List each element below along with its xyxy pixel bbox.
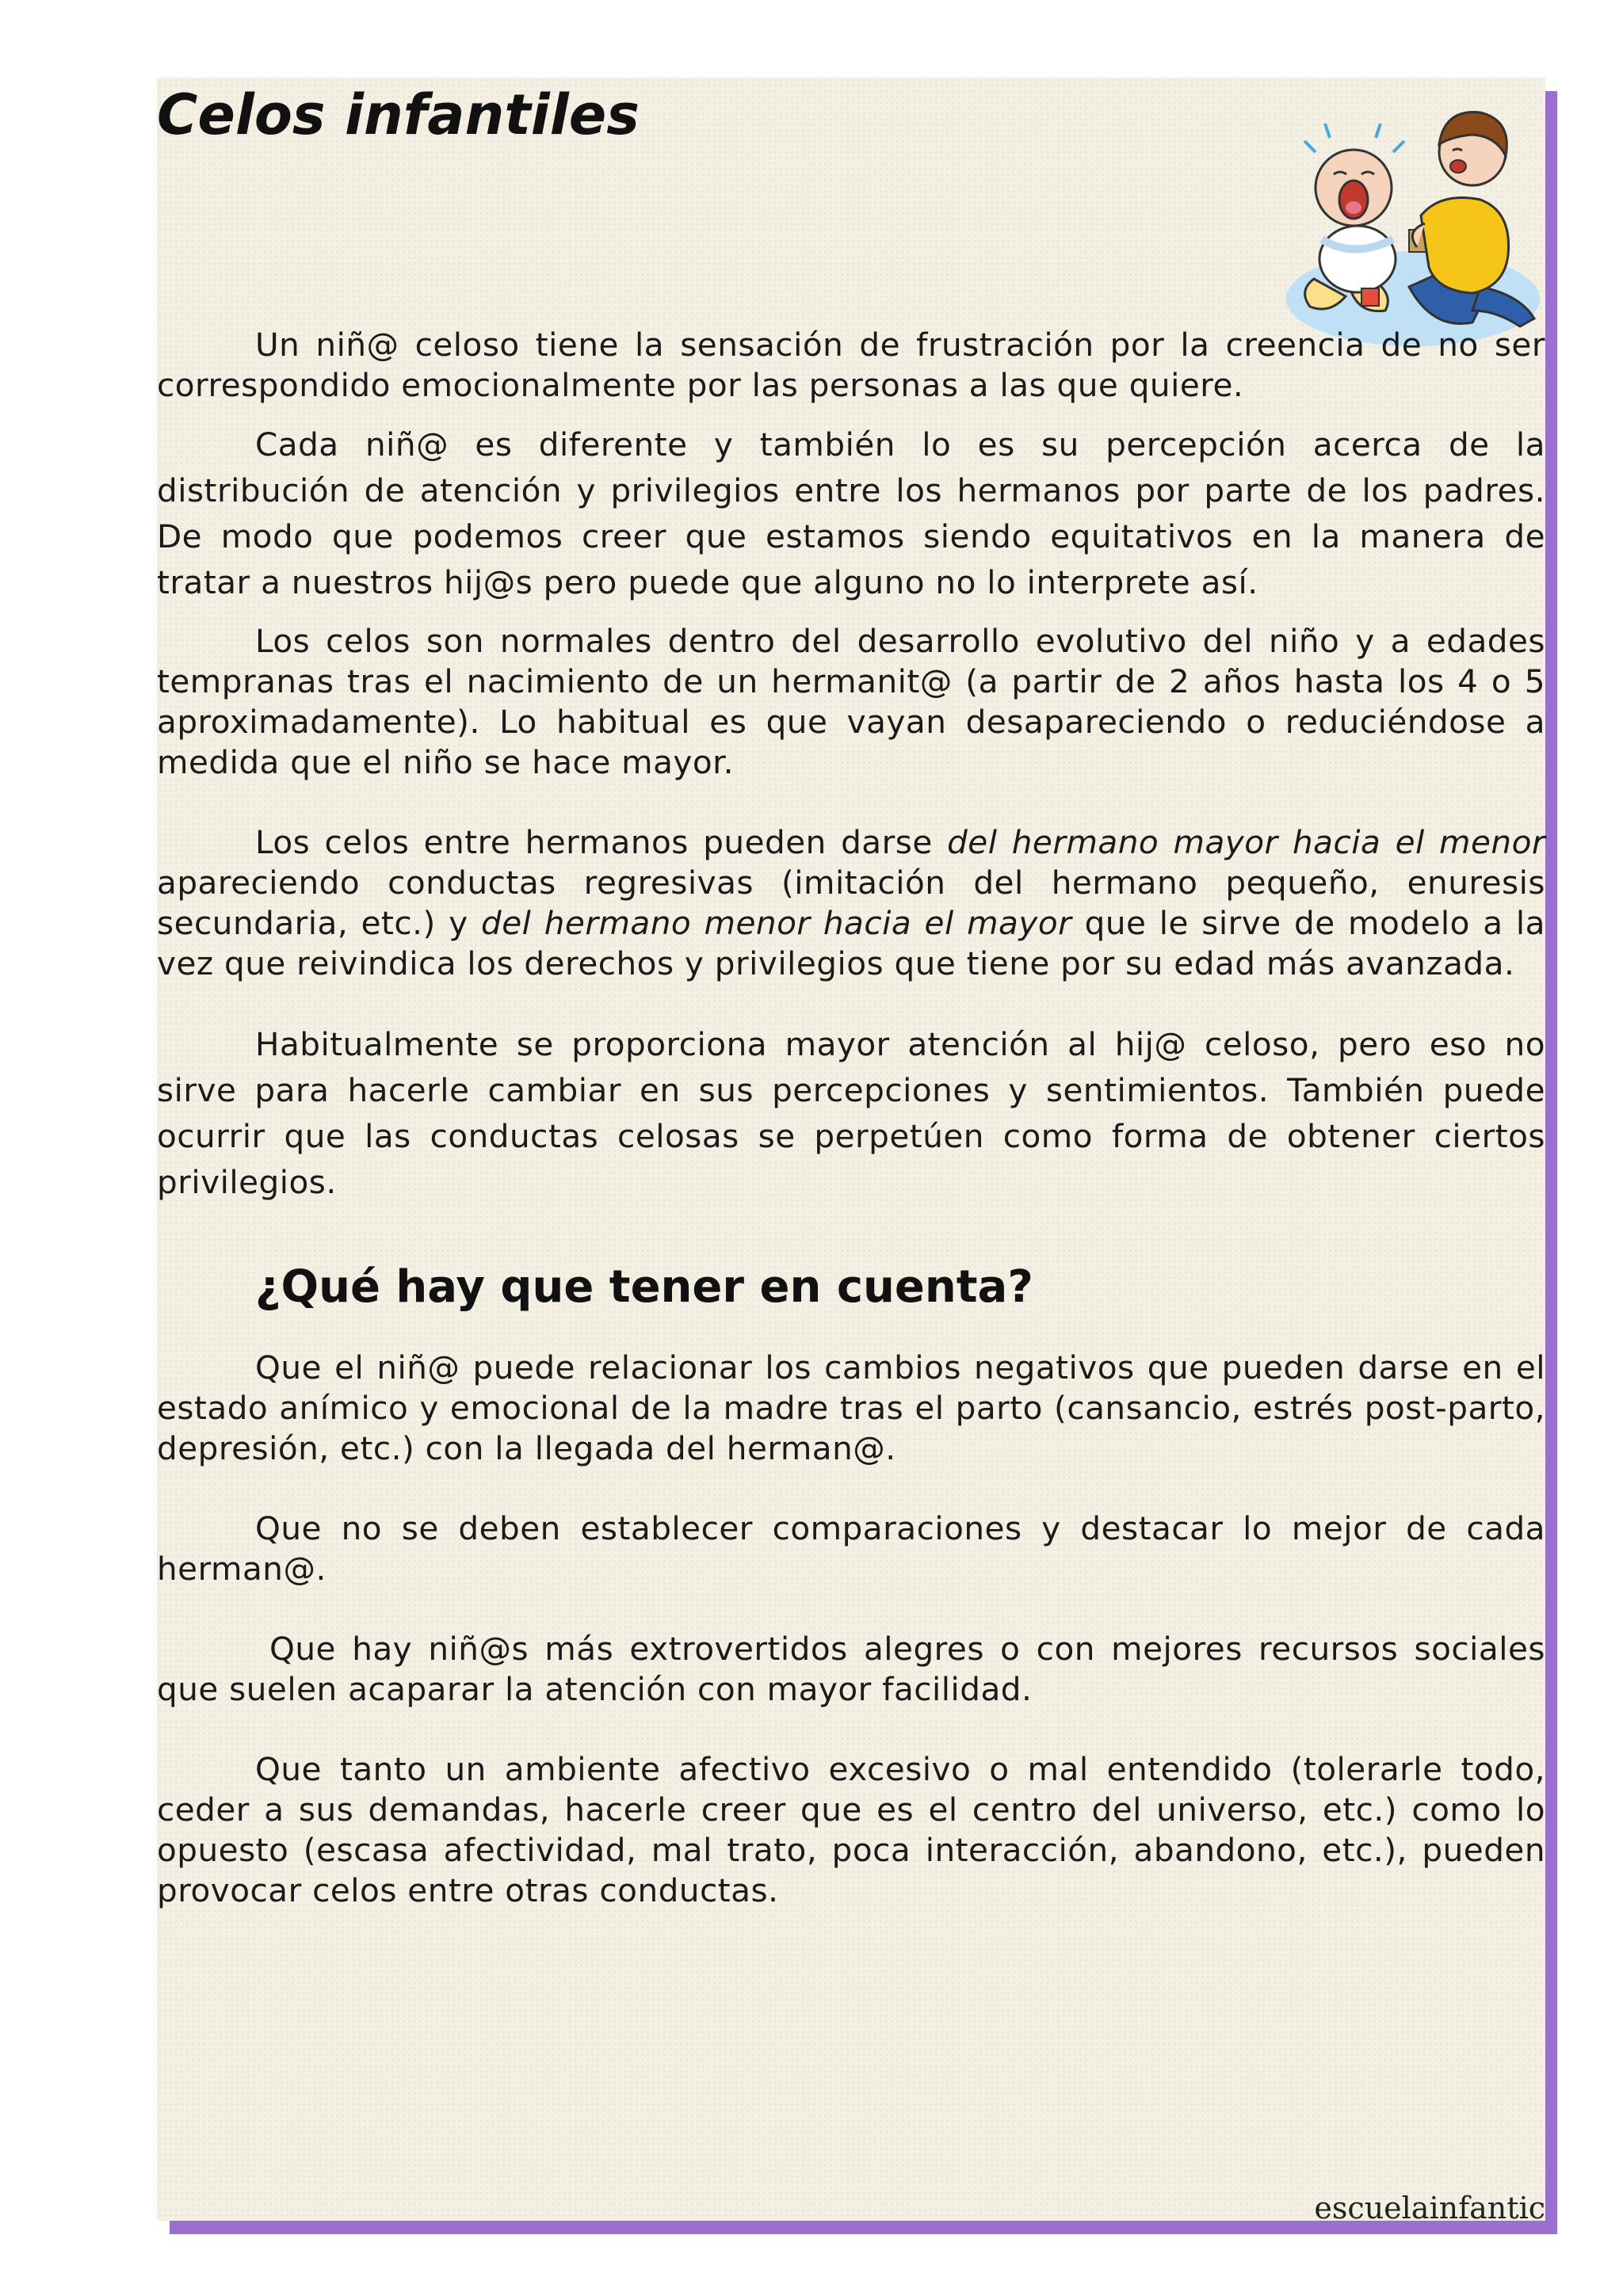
- paragraph-attention: Habitualmente se proporciona mayor atención al hij@ celoso, pero eso no sirve para hacerle cambiar en sus percepciones y sentimientos. También puede ocurrir que las conductas celosas se perpetúen como forma de obtener ciertos privilegios.: [157, 1025, 1545, 1201]
- footer-source: escuelainfantic: [1314, 2191, 1545, 2225]
- consideration-item: Que tanto un ambiente afectivo excesivo o mal entendido (tolerarle todo, ceder a sus demandas, hacerle creer que es el centro del universo, etc.) como lo opuesto (escasa afectividad, mal trato, poca interacción, abandono, etc.), pueden provocar celos entre otras conductas.: [157, 1750, 1545, 1909]
- article-body: [157, 325, 1545, 1911]
- emphasis-older-to-younger: del hermano mayor hacia el menor: [947, 823, 1545, 861]
- page-title: Celos infantiles: [157, 82, 640, 147]
- paragraph-normal-jealousy: Los celos son normales dentro del desarrollo evolutivo del niño y a edades tempranas tras el nacimiento de un hermanit@ (a partir de 2 años hasta los 4 o 5 aproximadamente). Lo habitual es que vayan desapareciendo o reduciéndose a medida que el niño se hace mayor.: [157, 622, 1545, 781]
- emphasis-younger-to-older: del hermano menor hacia el mayor: [481, 904, 1072, 942]
- two-children-illustration: [1282, 89, 1544, 350]
- consideration-item: Que hay niñ@s más extrovertidos alegres o con mejores recursos sociales que suelen acaparar la atención con mayor facilidad.: [157, 1630, 1545, 1708]
- paragraph-sibling-jealousy: Los celos entre hermanos pueden darse del hermano mayor hacia el menor apareciendo conductas regresivas (imitación del hermano pequeño, enuresis secundaria, etc.) y del hermano menor hacia el mayor que le sirve de modelo a la vez que reivindica los derechos y privilegios que tiene por su edad más avanzada.: [157, 823, 1545, 982]
- page-frame-right-border: [1545, 91, 1557, 2234]
- consideration-item: Que no se deben establecer comparaciones y destacar lo mejor de cada herman@.: [157, 1509, 1545, 1588]
- section-heading: ¿Qué hay que tener en cuenta?: [255, 1261, 1033, 1313]
- paragraph-perception: Cada niñ@ es diferente y también lo es su percepción acerca de la distribución de atención y privilegios entre los hermanos por parte de los padres. De modo que podemos creer que estamos siendo equitativos en la manera de tratar a nuestros hij@s pero puede que alguno no lo interprete así.: [157, 425, 1545, 601]
- paragraph-definition: Un niñ@ celoso tiene la sensación de frustración por la creencia de no ser correspondido emocionalmente por las personas a las que quiere.: [157, 326, 1545, 404]
- consideration-item: Que el niñ@ puede relacionar los cambios negativos que pueden darse en el estado anímico y emocional de la madre tras el parto (cansancio, estrés post-parto, depresión, etc.) con la llegada del herman@.: [157, 1348, 1545, 1467]
